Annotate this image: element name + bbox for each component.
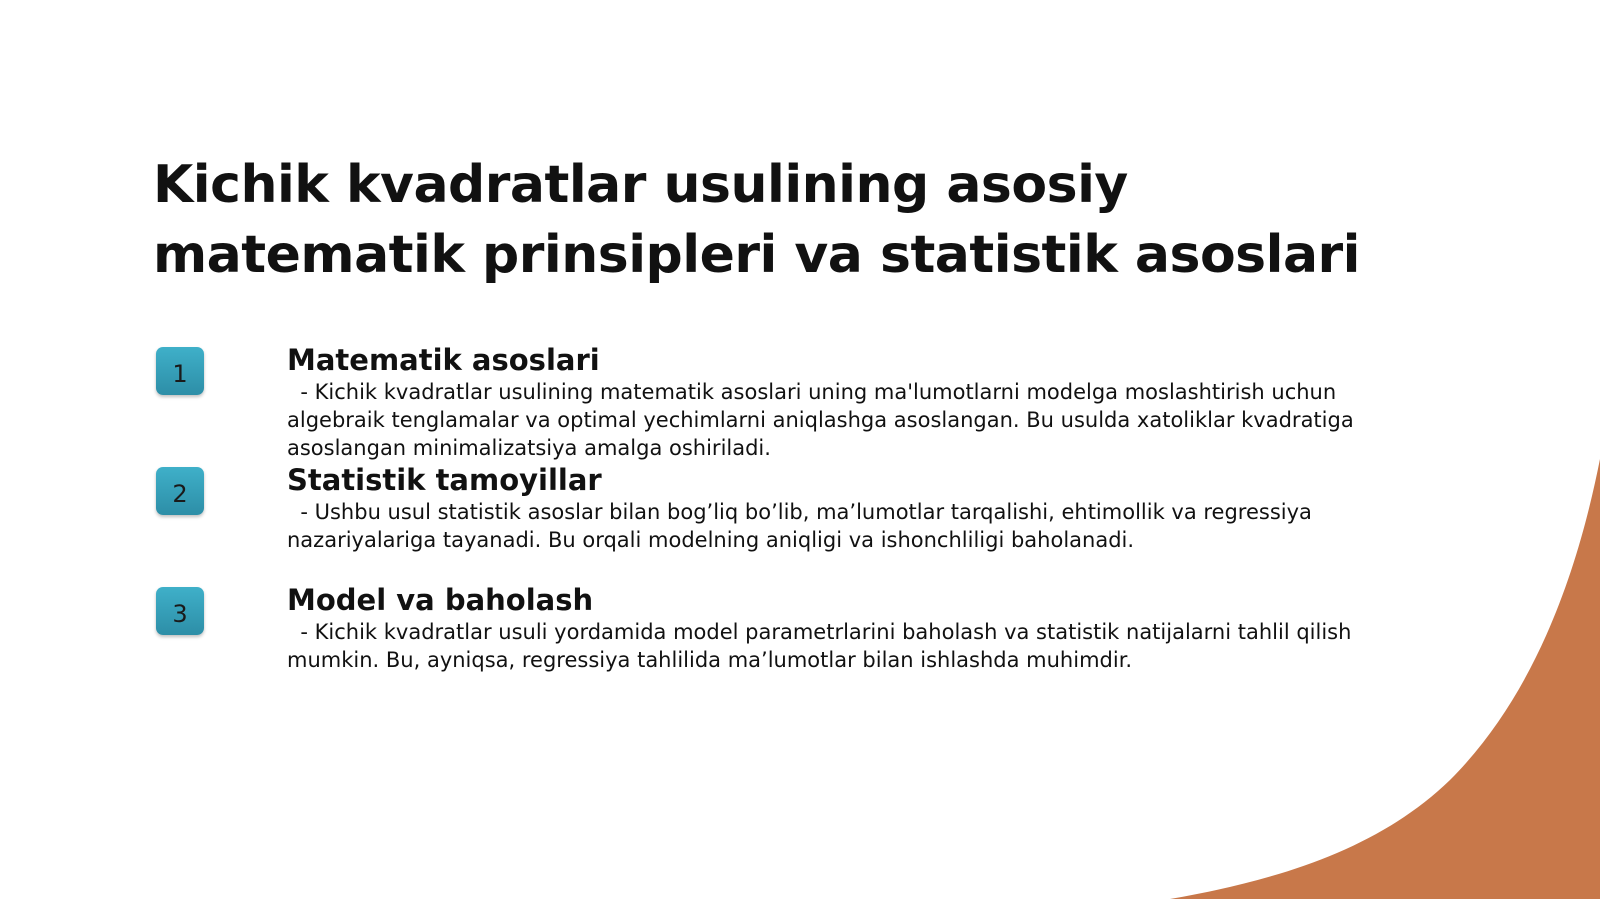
item-heading-2: Statistik tamoyillar — [287, 463, 602, 497]
item-description-3: - Kichik kvadratlar usuli yordamida model parametrlarini baholash va statistik natijalarni tahlil qilish mumkin. Bu, ayniqsa, regressiya tahlilida ma’lumotlar bilan ishlashda muhimdir. — [287, 620, 1359, 672]
item-number-badge-3: 3 — [156, 587, 204, 635]
item-description-2: - Ushbu usul statistik asoslar bilan bog’liq bo’lib, ma’lumotlar tarqalishi, ehtimollik va regressiya nazariyalariga tayanadi. Bu orqali modelning aniqligi va ishonchliligi baholanadi. — [287, 500, 1319, 552]
item-number-badge-2: 2 — [156, 467, 204, 515]
item-number-badge-1: 1 — [156, 347, 204, 395]
slide-title: Kichik kvadratlar usulining asosiy matematik prinsipleri va statistik asoslari — [153, 155, 1360, 285]
item-heading-1: Matematik asoslari — [287, 343, 600, 377]
item-heading-3: Model va baholash — [287, 583, 594, 617]
item-description-1: - Kichik kvadratlar usulining matematik asoslari uning ma'lumotlarni modelga moslashtirish uchun algebraik tenglamalar va optimal yechimlarni aniqlashga asoslangan. Bu usulda xatoliklar kvadratiga asoslangan minimalizatsiya amalga oshiriladi. — [287, 380, 1361, 460]
